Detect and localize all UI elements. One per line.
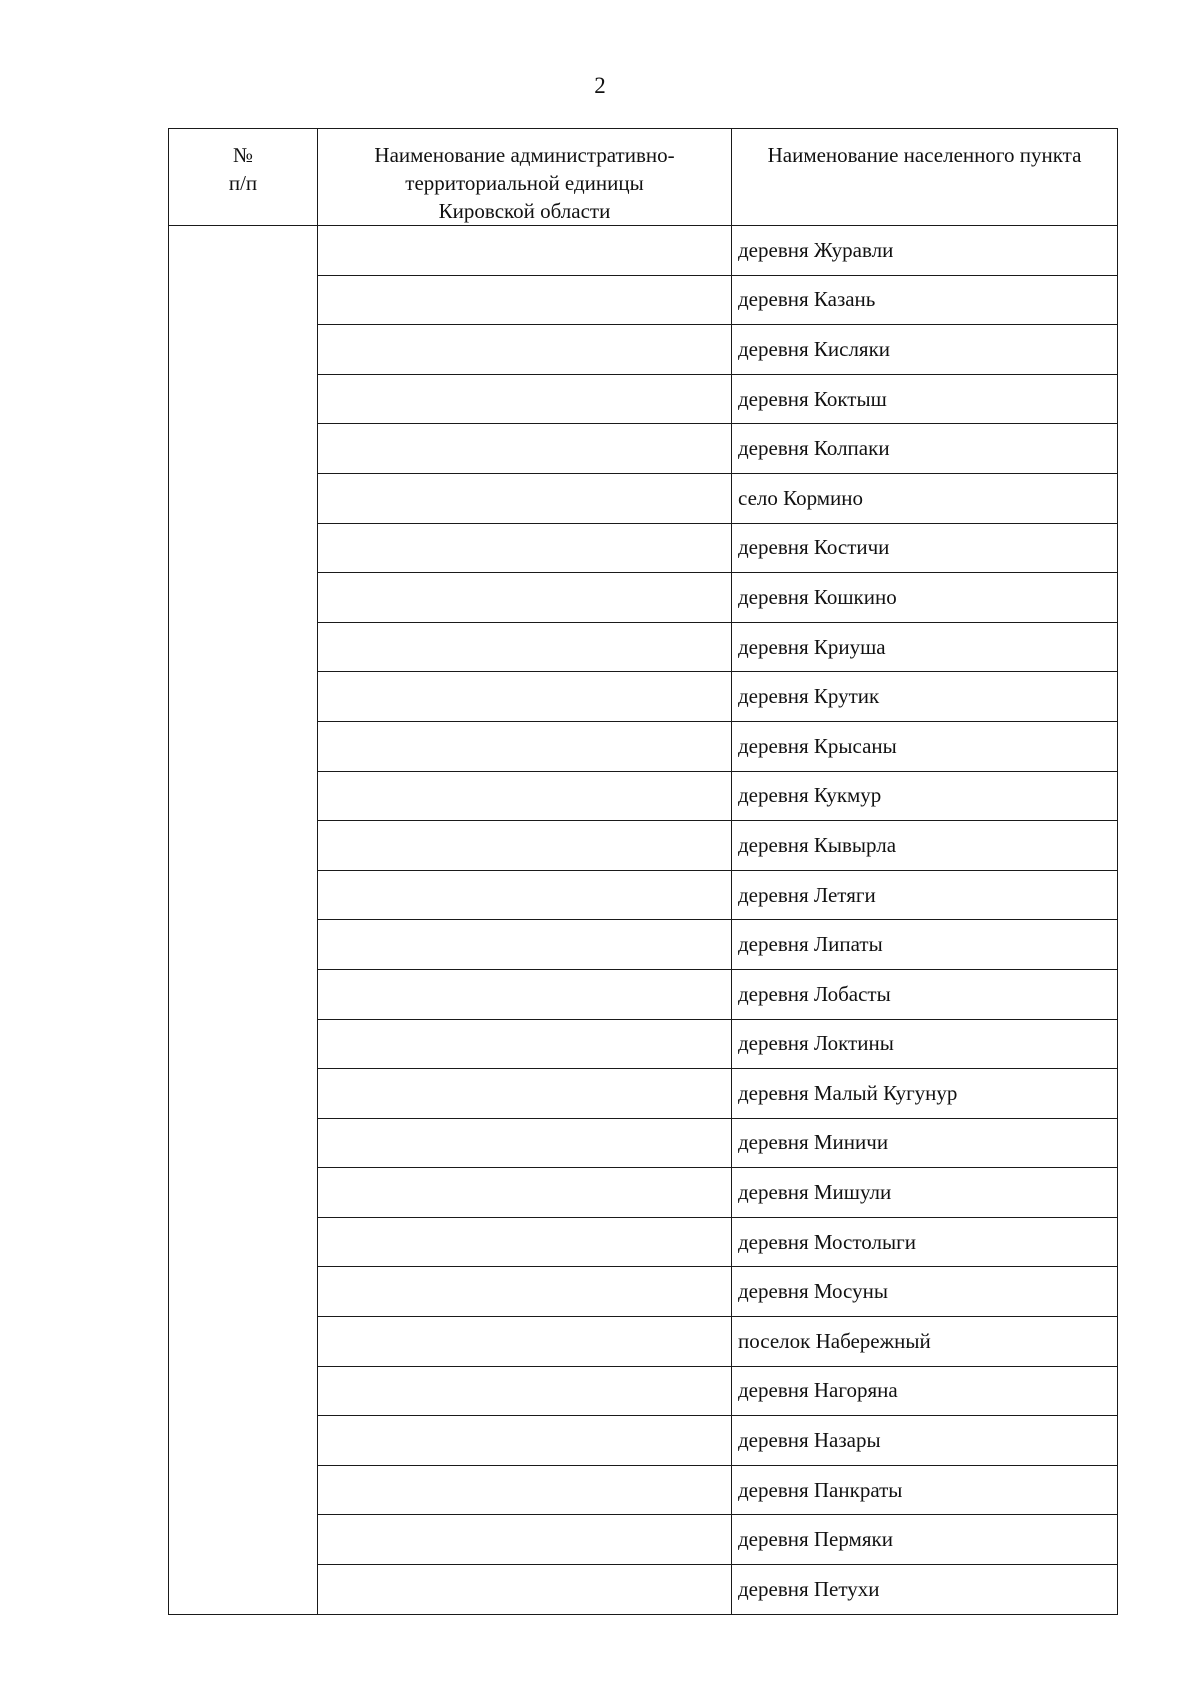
admin-unit-cell <box>318 325 732 375</box>
settlement-cell: деревня Нагоряна <box>732 1366 1118 1416</box>
settlement-cell: деревня Коктыш <box>732 374 1118 424</box>
admin-unit-cell <box>318 920 732 970</box>
settlement-cell: деревня Малый Кугунур <box>732 1069 1118 1119</box>
settlement-cell: деревня Петухи <box>732 1565 1118 1615</box>
admin-unit-cell <box>318 821 732 871</box>
settlement-cell: деревня Крысаны <box>732 721 1118 771</box>
header-number-label: № п/п <box>228 143 258 195</box>
header-number <box>169 129 318 226</box>
settlement-cell: деревня Крутик <box>732 672 1118 722</box>
settlements-table <box>168 128 1118 1615</box>
settlement-cell: деревня Криуша <box>732 622 1118 672</box>
admin-unit-cell <box>318 226 732 276</box>
page-number: 2 <box>594 73 606 98</box>
settlement-cell: деревня Мишули <box>732 1168 1118 1218</box>
table-body <box>169 226 1118 1615</box>
header-admin-unit-label: Наименование административно-территориальной единицы Кировской области <box>374 143 675 223</box>
admin-unit-cell <box>318 473 732 523</box>
settlement-cell: деревня Кисляки <box>732 325 1118 375</box>
settlement-cell: деревня Мостолыги <box>732 1217 1118 1267</box>
settlement-cell: деревня Кывырла <box>732 821 1118 871</box>
settlement-cell: деревня Панкраты <box>732 1465 1118 1515</box>
table-row <box>169 226 1118 276</box>
header-admin-unit <box>318 129 732 226</box>
settlement-cell: деревня Назары <box>732 1416 1118 1466</box>
admin-unit-cell <box>318 1168 732 1218</box>
settlement-cell: деревня Журавли <box>732 226 1118 276</box>
admin-unit-cell <box>318 1565 732 1615</box>
settlement-cell: деревня Липаты <box>732 920 1118 970</box>
settlement-cell: деревня Колпаки <box>732 424 1118 474</box>
admin-unit-cell <box>318 1465 732 1515</box>
admin-unit-cell <box>318 1217 732 1267</box>
header-settlement <box>732 129 1118 226</box>
admin-unit-cell <box>318 275 732 325</box>
settlement-cell: деревня Локтины <box>732 1019 1118 1069</box>
settlement-cell: деревня Кукмур <box>732 771 1118 821</box>
settlement-cell: деревня Кошкино <box>732 573 1118 623</box>
admin-unit-cell <box>318 1069 732 1119</box>
admin-unit-cell <box>318 1416 732 1466</box>
admin-unit-cell <box>318 622 732 672</box>
header-row <box>169 129 1118 226</box>
admin-unit-cell <box>318 1366 732 1416</box>
admin-unit-cell <box>318 870 732 920</box>
admin-unit-cell <box>318 1267 732 1317</box>
row-number-cell <box>169 226 318 1615</box>
admin-unit-cell <box>318 672 732 722</box>
settlement-cell: поселок Набережный <box>732 1317 1118 1367</box>
settlement-cell: деревня Мосуны <box>732 1267 1118 1317</box>
admin-unit-cell <box>318 771 732 821</box>
settlement-cell: деревня Миничи <box>732 1118 1118 1168</box>
settlement-cell: деревня Летяги <box>732 870 1118 920</box>
admin-unit-cell <box>318 1019 732 1069</box>
admin-unit-cell <box>318 374 732 424</box>
settlement-cell: деревня Казань <box>732 275 1118 325</box>
settlement-cell: деревня Лобасты <box>732 969 1118 1019</box>
admin-unit-cell <box>318 523 732 573</box>
header-settlement-label: Наименование населенного пункта <box>767 143 1082 167</box>
admin-unit-cell <box>318 424 732 474</box>
settlement-cell: деревня Пермяки <box>732 1515 1118 1565</box>
admin-unit-cell <box>318 1515 732 1565</box>
admin-unit-cell <box>318 969 732 1019</box>
admin-unit-cell <box>318 721 732 771</box>
admin-unit-cell <box>318 1118 732 1168</box>
admin-unit-cell <box>318 1317 732 1367</box>
admin-unit-cell <box>318 573 732 623</box>
table-header <box>169 129 1118 226</box>
settlement-cell: деревня Костичи <box>732 523 1118 573</box>
settlement-cell: село Кормино <box>732 473 1118 523</box>
